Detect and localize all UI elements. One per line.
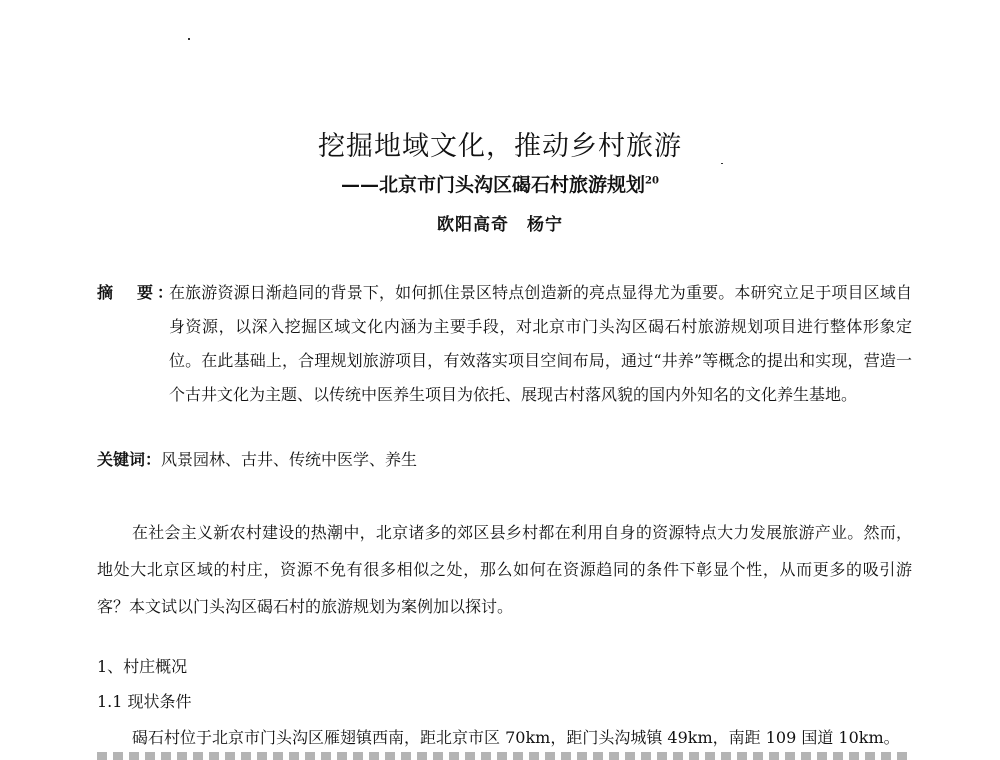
abstract-text: 在旅游资源日渐趋同的背景下，如何抓住景区特点创造新的亮点显得尤为重要。本研究立足于项目区域自身资源，以深入挖掘区域文化内涵为主要手段，对北京市门头沟区碣石村旅游规划项目进行整体形象定位。在此基础上，合理规划旅游项目，有效落实项目空间布局，通过“井养”等概念的提出和实现，营造一个古井文化为主题、以传统中医养生项目为依托、展现古村落风貌的国内外知名的文化养生基地。 xyxy=(169,283,912,404)
subsection-heading: 1.1 现状条件 xyxy=(97,692,192,711)
intro-paragraph: 在社会主义新农村建设的热潮中，北京诸多的郊区县乡村都在利用自身的资源特点大力发展旅游产业。然而，地处大北京区域的村庄，资源不免有很多相似之处，那么如何在资源趋同的条件下彰显个性，从而更多的吸引游客？本文试以门头沟区碣石村的旅游规划为案例加以探讨。 xyxy=(97,523,912,616)
abstract-block xyxy=(97,276,912,412)
abstract-label: 摘 要： xyxy=(97,283,178,302)
page-title: 挖掘地域文化，推动乡村旅游 xyxy=(318,131,682,162)
footnote-marker: 20 xyxy=(645,175,659,187)
body-paragraph: 碣石村位于北京市门头沟区雁翅镇西南，距北京市区 70km，距门头沟城镇 49km，南距 109 国道 10km。 xyxy=(132,728,900,747)
keywords-text: 风景园林、古井、传统中医学、养生 xyxy=(161,450,418,469)
page-subtitle xyxy=(0,170,1000,197)
author-name: 欧阳高奇 xyxy=(437,215,509,235)
keywords-block xyxy=(97,448,912,472)
scan-speck xyxy=(188,38,190,40)
author-name: 杨宁 xyxy=(527,215,563,235)
author-line xyxy=(0,210,1000,235)
section-heading: 1、村庄概况 xyxy=(97,657,188,676)
keywords-label: 关键词： xyxy=(97,450,162,469)
scan-speck xyxy=(721,163,723,164)
cutoff-line xyxy=(97,752,912,760)
subtitle-text: ——北京市门头沟区碣石村旅游规划 xyxy=(341,174,646,196)
